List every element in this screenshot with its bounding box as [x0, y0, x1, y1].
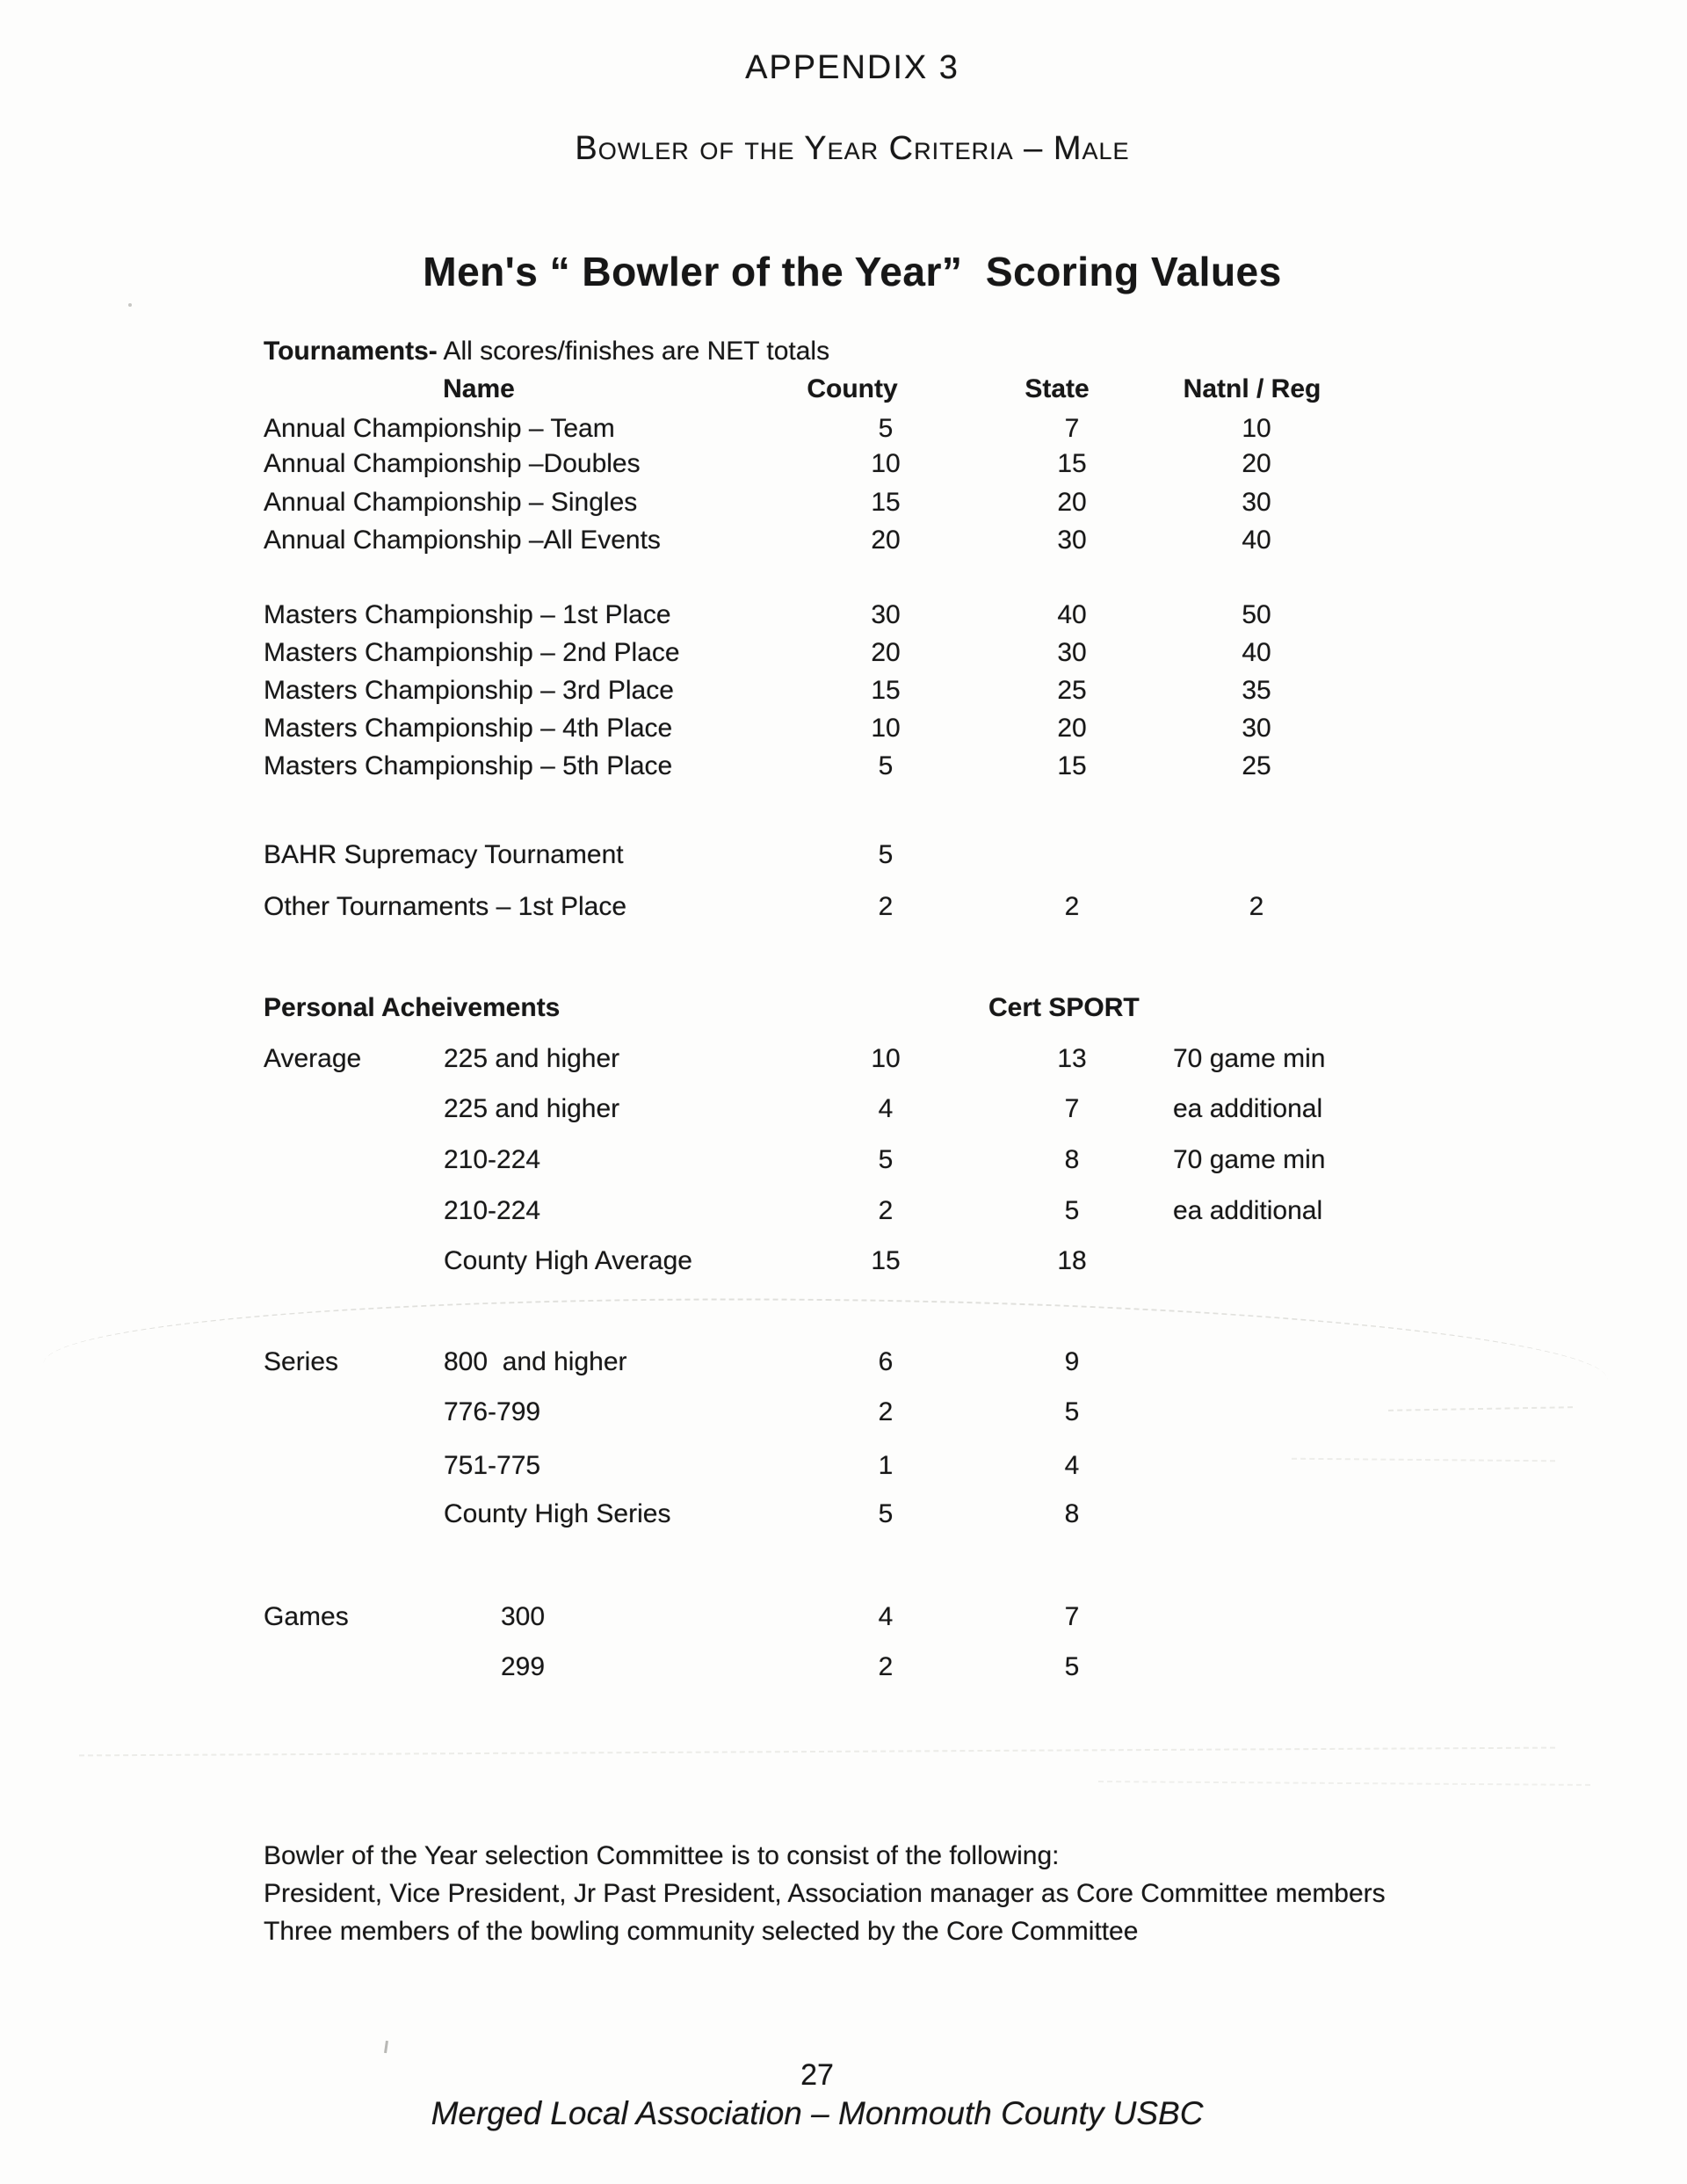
tournament-name: Annual Championship –Doubles	[264, 449, 641, 478]
county-value: 5	[878, 414, 894, 443]
table-row	[0, 1599, 1687, 1636]
county-value: 2	[878, 1652, 894, 1681]
table-row	[0, 522, 1687, 559]
achievement-item: 225 and higher	[444, 1044, 620, 1073]
county-value: 4	[878, 1094, 894, 1123]
county-value: 15	[871, 676, 901, 705]
county-value: 2	[878, 892, 894, 921]
tournament-name: Masters Championship – 2nd Place	[264, 638, 680, 667]
cert-value: 8	[1064, 1145, 1080, 1174]
note-text: ea additional	[1173, 1196, 1323, 1225]
tournaments-heading-row	[0, 333, 1687, 370]
natl-value: 35	[1242, 676, 1271, 705]
state-value: 30	[1057, 526, 1087, 555]
committee-line: Three members of the bowling community selected by the Core Committee	[264, 1917, 1139, 1946]
column-header-name: Name	[443, 374, 515, 403]
county-value: 10	[871, 1044, 901, 1073]
cert-sport-heading: Cert SPORT	[988, 993, 1140, 1022]
state-value: 20	[1057, 488, 1087, 517]
table-row	[0, 1344, 1687, 1381]
table-row	[0, 635, 1687, 671]
table-row	[0, 710, 1687, 747]
association-footer: Merged Local Association – Monmouth County USBC	[431, 2095, 1204, 2131]
scan-artifact-streak	[1098, 1781, 1590, 1786]
county-value: 20	[871, 638, 901, 667]
natl-value: 30	[1242, 714, 1271, 743]
cert-value: 5	[1064, 1652, 1080, 1681]
table-row	[0, 748, 1687, 785]
tournaments-heading-note: All scores/finishes are NET totals	[437, 337, 830, 366]
tournaments-heading: Tournaments-	[264, 337, 438, 366]
cert-value: 13	[1057, 1044, 1087, 1073]
county-value: 10	[871, 449, 901, 478]
cert-value: 7	[1064, 1094, 1080, 1123]
achievement-item: 210-224	[444, 1196, 541, 1225]
tournament-name: Masters Championship – 5th Place	[264, 751, 673, 780]
achievement-item: 800 and higher	[444, 1347, 627, 1376]
state-value: 25	[1057, 676, 1087, 705]
table-row	[0, 410, 1687, 447]
group-label: Average	[264, 1044, 362, 1073]
cert-value: 5	[1064, 1397, 1080, 1426]
table-row	[0, 1649, 1687, 1686]
cert-value: 4	[1064, 1451, 1080, 1480]
county-value: 2	[878, 1196, 894, 1225]
table-row	[0, 1496, 1687, 1533]
county-value: 1	[878, 1451, 894, 1480]
natl-value: 40	[1242, 638, 1271, 667]
table-row	[0, 837, 1687, 874]
table-row	[0, 672, 1687, 709]
county-value: 20	[871, 526, 901, 555]
scan-artifact-dot	[128, 303, 132, 307]
table-row	[0, 1041, 1687, 1077]
group-label: Games	[264, 1602, 349, 1631]
achievement-item: 776-799	[444, 1397, 541, 1426]
cert-value: 5	[1064, 1196, 1080, 1225]
natl-value: 30	[1242, 488, 1271, 517]
county-value: 30	[871, 600, 901, 629]
achievement-item: 225 and higher	[444, 1094, 620, 1123]
state-value: 20	[1057, 714, 1087, 743]
tournament-name: Masters Championship – 4th Place	[264, 714, 673, 743]
table-row	[0, 1091, 1687, 1128]
column-header-state: State	[1025, 374, 1090, 403]
table-row	[0, 597, 1687, 634]
column-header-county: County	[807, 374, 898, 403]
table-row	[0, 1394, 1687, 1431]
county-value: 10	[871, 714, 901, 743]
county-value: 5	[878, 751, 894, 780]
committee-line: President, Vice President, Jr Past President, Association manager as Core Committee members	[264, 1879, 1386, 1908]
tournament-name: Annual Championship – Singles	[264, 488, 638, 517]
table-row	[0, 1142, 1687, 1179]
scan-artifact-tick	[384, 2041, 388, 2053]
county-value: 15	[871, 488, 901, 517]
natl-value: 50	[1242, 600, 1271, 629]
natl-value: 40	[1242, 526, 1271, 555]
table-row	[0, 446, 1687, 483]
tournament-name: Other Tournaments – 1st Place	[264, 892, 626, 921]
natl-value: 25	[1242, 751, 1271, 780]
page-number: 27	[800, 2058, 834, 2092]
county-value: 5	[878, 1145, 894, 1174]
tournament-name: BAHR Supremacy Tournament	[264, 840, 624, 869]
county-value: 15	[871, 1246, 901, 1275]
achievement-item: County High Series	[444, 1499, 671, 1528]
natl-value: 2	[1249, 892, 1264, 921]
criteria-heading: Bowler of the Year Criteria – Male	[575, 130, 1130, 167]
achievement-item: 299	[501, 1652, 546, 1681]
table-row	[0, 484, 1687, 521]
tournament-name: Masters Championship – 1st Place	[264, 600, 671, 629]
state-value: 30	[1057, 638, 1087, 667]
table-row	[0, 1193, 1687, 1230]
county-value: 4	[878, 1602, 894, 1631]
column-header-natl: Natnl / Reg	[1183, 374, 1321, 403]
state-value: 7	[1064, 414, 1080, 443]
county-value: 2	[878, 1397, 894, 1426]
county-value: 5	[878, 840, 894, 869]
personal-heading-row	[0, 990, 1687, 1027]
cert-value: 18	[1057, 1246, 1087, 1275]
state-value: 2	[1064, 892, 1080, 921]
achievement-item: 751-775	[444, 1451, 541, 1480]
group-label: Series	[264, 1347, 339, 1376]
appendix-heading: APPENDIX 3	[745, 49, 959, 86]
natl-value: 10	[1242, 414, 1271, 443]
tournament-name: Annual Championship –All Events	[264, 526, 661, 555]
table-row	[0, 1243, 1687, 1280]
note-text: 70 game min	[1173, 1145, 1326, 1174]
committee-paragraph	[264, 1837, 1538, 1950]
tournament-name: Annual Championship – Team	[264, 414, 615, 443]
tournaments-header-row	[0, 371, 1687, 408]
note-text: ea additional	[1173, 1094, 1323, 1123]
table-row	[0, 1448, 1687, 1484]
state-value: 15	[1057, 751, 1087, 780]
state-value: 15	[1057, 449, 1087, 478]
county-value: 6	[878, 1347, 894, 1376]
achievement-item: 210-224	[444, 1145, 541, 1174]
tournament-name: Masters Championship – 3rd Place	[264, 676, 674, 705]
state-value: 40	[1057, 600, 1087, 629]
natl-value: 20	[1242, 449, 1271, 478]
personal-heading: Personal Acheivements	[264, 993, 561, 1022]
achievement-item: County High Average	[444, 1246, 692, 1275]
achievement-item: 300	[501, 1602, 546, 1631]
table-row	[0, 889, 1687, 925]
cert-value: 7	[1064, 1602, 1080, 1631]
note-text: 70 game min	[1173, 1044, 1326, 1073]
county-value: 5	[878, 1499, 894, 1528]
cert-value: 8	[1064, 1499, 1080, 1528]
page-title: Men's “ Bowler of the Year” Scoring Values	[423, 249, 1282, 294]
scan-artifact-streak	[79, 1747, 1555, 1757]
committee-line: Bowler of the Year selection Committee is to consist of the following:	[264, 1841, 1060, 1870]
cert-value: 9	[1064, 1347, 1080, 1376]
